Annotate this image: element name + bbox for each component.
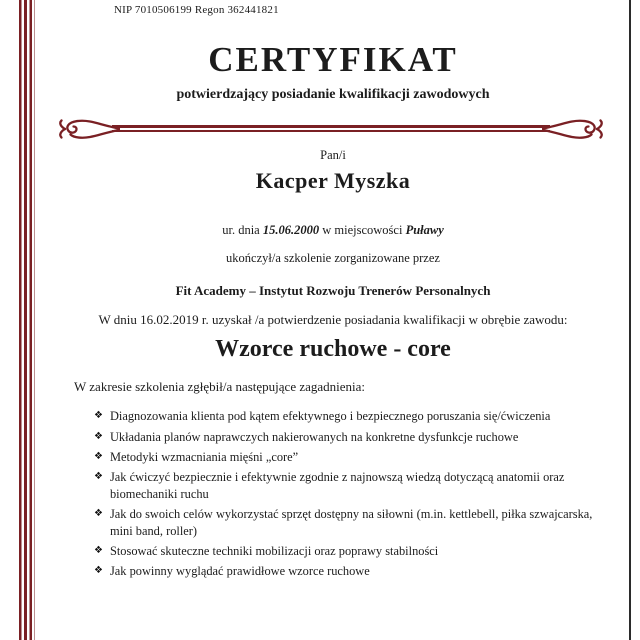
qualification-line: W dniu 16.02.2019 r. uzyskał /a potwierdzenie posiadania kwalifikacji w obrębie zawodu: (98, 311, 568, 327)
diamond-bullet-icon: ❖ (94, 410, 103, 422)
completion-line: ukończył/a szkolenie zorganizowane przez (226, 250, 440, 265)
flourish-left-icon (56, 116, 120, 142)
birth-middle: w miejscowości (319, 222, 406, 237)
diamond-bullet-icon: ❖ (94, 430, 103, 442)
topics-intro: W zakresie szkolenia zgłębił/a następujące zagadnienia: (74, 379, 366, 395)
list-item (94, 469, 600, 502)
ornamental-left-border (19, 0, 35, 640)
recipient-name: Kacper Myszka (255, 167, 411, 193)
course-title: Wzorce ruchowe - core (215, 336, 451, 363)
list-item (94, 429, 600, 445)
topic-text: Jak powinny wyglądać prawidłowe wzorce ruchowe (109, 564, 370, 579)
birth-line (48, 223, 618, 238)
diamond-bullet-icon: ❖ (94, 451, 103, 463)
list-item (94, 543, 600, 559)
flourish-right-icon (542, 116, 606, 142)
list-item (94, 449, 600, 465)
registration-numbers: NIP 7010506199 Regon 362441821 (114, 4, 279, 16)
birth-place: Puławy (405, 222, 444, 237)
topics-list (94, 408, 600, 579)
diamond-bullet-icon: ❖ (94, 565, 103, 577)
topic-text: Jak do swoich celów wykorzystać sprzęt dostępny na siłowni (m.in. kettlebell, piłka szwajcarska, mini band, roller) (109, 507, 593, 538)
list-item (94, 563, 600, 579)
list-item (94, 506, 600, 539)
topic-text: Układania planów naprawczych nakierowanych na konkretne dysfunkcje ruchowe (109, 429, 519, 444)
certificate-subtitle: potwierdzający posiadanie kwalifikacji zawodowych (176, 86, 490, 102)
certificate-content (48, 0, 618, 584)
topic-text: Diagnozowania klienta pod kątem efektywnego i bezpiecznego poruszania się/ćwiczenia (109, 409, 551, 424)
list-item (94, 408, 600, 424)
birth-prefix: ur. dnia (222, 222, 263, 237)
topic-text: Jak ćwiczyć bezpiecznie i efektywnie zgodnie z najnowszą wiedzą dotyczącą anatomii oraz biomechaniki ruchu (109, 470, 565, 501)
certificate-title: CERTYFIKAT (208, 40, 458, 79)
diamond-bullet-icon: ❖ (94, 508, 103, 520)
divider-rule (112, 125, 550, 132)
salutation: Pan/i (320, 147, 346, 162)
birth-date: 15.06.2000 (262, 222, 320, 237)
diamond-bullet-icon: ❖ (94, 471, 103, 483)
topic-text: Stosować skuteczne techniki mobilizacji oraz poprawy stabilności (109, 543, 439, 558)
scan-edge-line (629, 0, 631, 640)
organizer-name: Fit Academy – Instytut Rozwoju Trenerów Personalnych (175, 282, 491, 298)
topic-text: Metodyki wzmacniania mięśni „core” (109, 450, 299, 465)
ornamental-divider (56, 116, 606, 142)
diamond-bullet-icon: ❖ (94, 544, 103, 556)
